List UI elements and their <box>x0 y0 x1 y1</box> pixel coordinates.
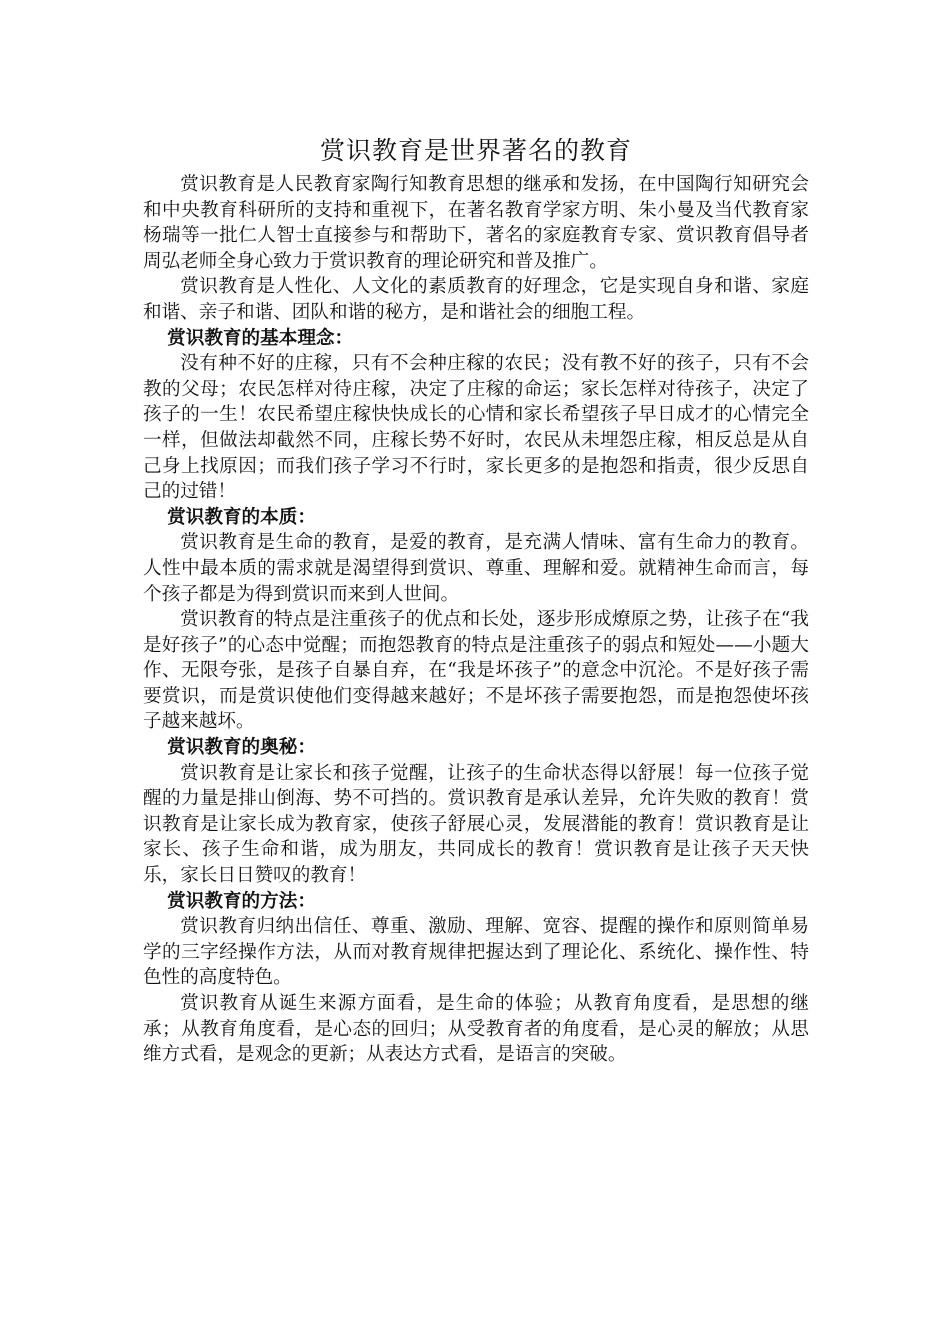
document-title: 赏识教育是世界著名的教育 <box>319 136 632 165</box>
intro-paragraph: 赏识教育是人性化、人文化的素质教育的好理念，它是实现自身和谐、家庭和谐、亲子和谐、团队和谐的秘方，是和谐社会的细胞工程。 <box>143 276 809 323</box>
section-heading: 赏识教育的本质： <box>167 506 316 528</box>
section-paragraph: 赏识教育是让家长和孩子觉醒，让孩子的生命状态得以舒展！每一位孩子觉醒的力量是排山倒海、势不可挡的。赏识教育是承认差异，允许失败的教育！赏识教育是让家长成为教育家，使孩子舒展心灵，发展潜能的教育！赏识教育是让家长、孩子生命和谐，成为朋友，共同成长的教育！赏识教育是让孩子天天快乐，家长日日赞叹的教育！ <box>143 762 809 887</box>
intro-paragraph: 赏识教育是人民教育家陶行知教育思想的继承和发扬，在中国陶行知研究会和中央教育科研所的支持和重视下，在著名教育学家方明、朱小曼及当代教育家杨瑞等一批仁人智士直接参与和帮助下，著名的家庭教育专家、赏识教育倡导者周弘老师全身心致力于赏识教育的理论研究和普及推广。 <box>143 174 809 272</box>
section-heading: 赏识教育的方法： <box>167 890 316 912</box>
section-heading: 赏识教育的基本理念： <box>167 327 354 349</box>
document-body <box>143 132 809 1068</box>
section-paragraph: 没有种不好的庄稼，只有不会种庄稼的农民；没有教不好的孩子，只有不会教的父母；农民怎样对待庄稼，决定了庄稼的命运；家长怎样对待孩子，决定了孩子的一生！农民希望庄稼快快成长的心情和家长希望孩子早日成才的心情完全一样，但做法却截然不同，庄稼长势不好时，农民从未埋怨庄稼，相反总是从自己身上找原因；而我们孩子学习不行时，家长更多的是抱怨和指责，很少反思自己的过错！ <box>143 353 809 503</box>
section-paragraph: 赏识教育归纳出信任、尊重、激励、理解、宽容、提醒的操作和原则简单易学的三字经操作方法，从而对教育规律把握达到了理论化、系统化、操作性、特色性的高度特色。 <box>143 916 809 989</box>
section-paragraph: 赏识教育从诞生来源方面看，是生命的体验；从教育角度看，是思想的继承；从教育角度看，是心态的回归；从受教育者的角度看，是心灵的解放；从思维方式看，是观念的更新；从表达方式看，是语言的突破。 <box>143 993 809 1066</box>
section-paragraph: 赏识教育的特点是注重孩子的优点和长处，逐步形成燎原之势，让孩子在“我是好孩子”的心态中觉醒；而抱怨教育的特点是注重孩子的弱点和短处——小题大作、无限夸张，是孩子自暴自弃，在“我是坏孩子”的意念中沉沦。不是好孩子需要赏识，而是赏识使他们变得越来越好；不是坏孩子需要抱怨，而是抱怨使坏孩子越来越坏。 <box>143 609 809 733</box>
section-paragraph: 赏识教育是生命的教育，是爱的教育，是充满人情味、富有生命力的教育。人性中最本质的需求就是渴望得到赏识、尊重、理解和爱。就精神生命而言，每个孩子都是为得到赏识而来到人世间。 <box>143 532 809 605</box>
section-heading: 赏识教育的奥秘： <box>167 737 316 759</box>
